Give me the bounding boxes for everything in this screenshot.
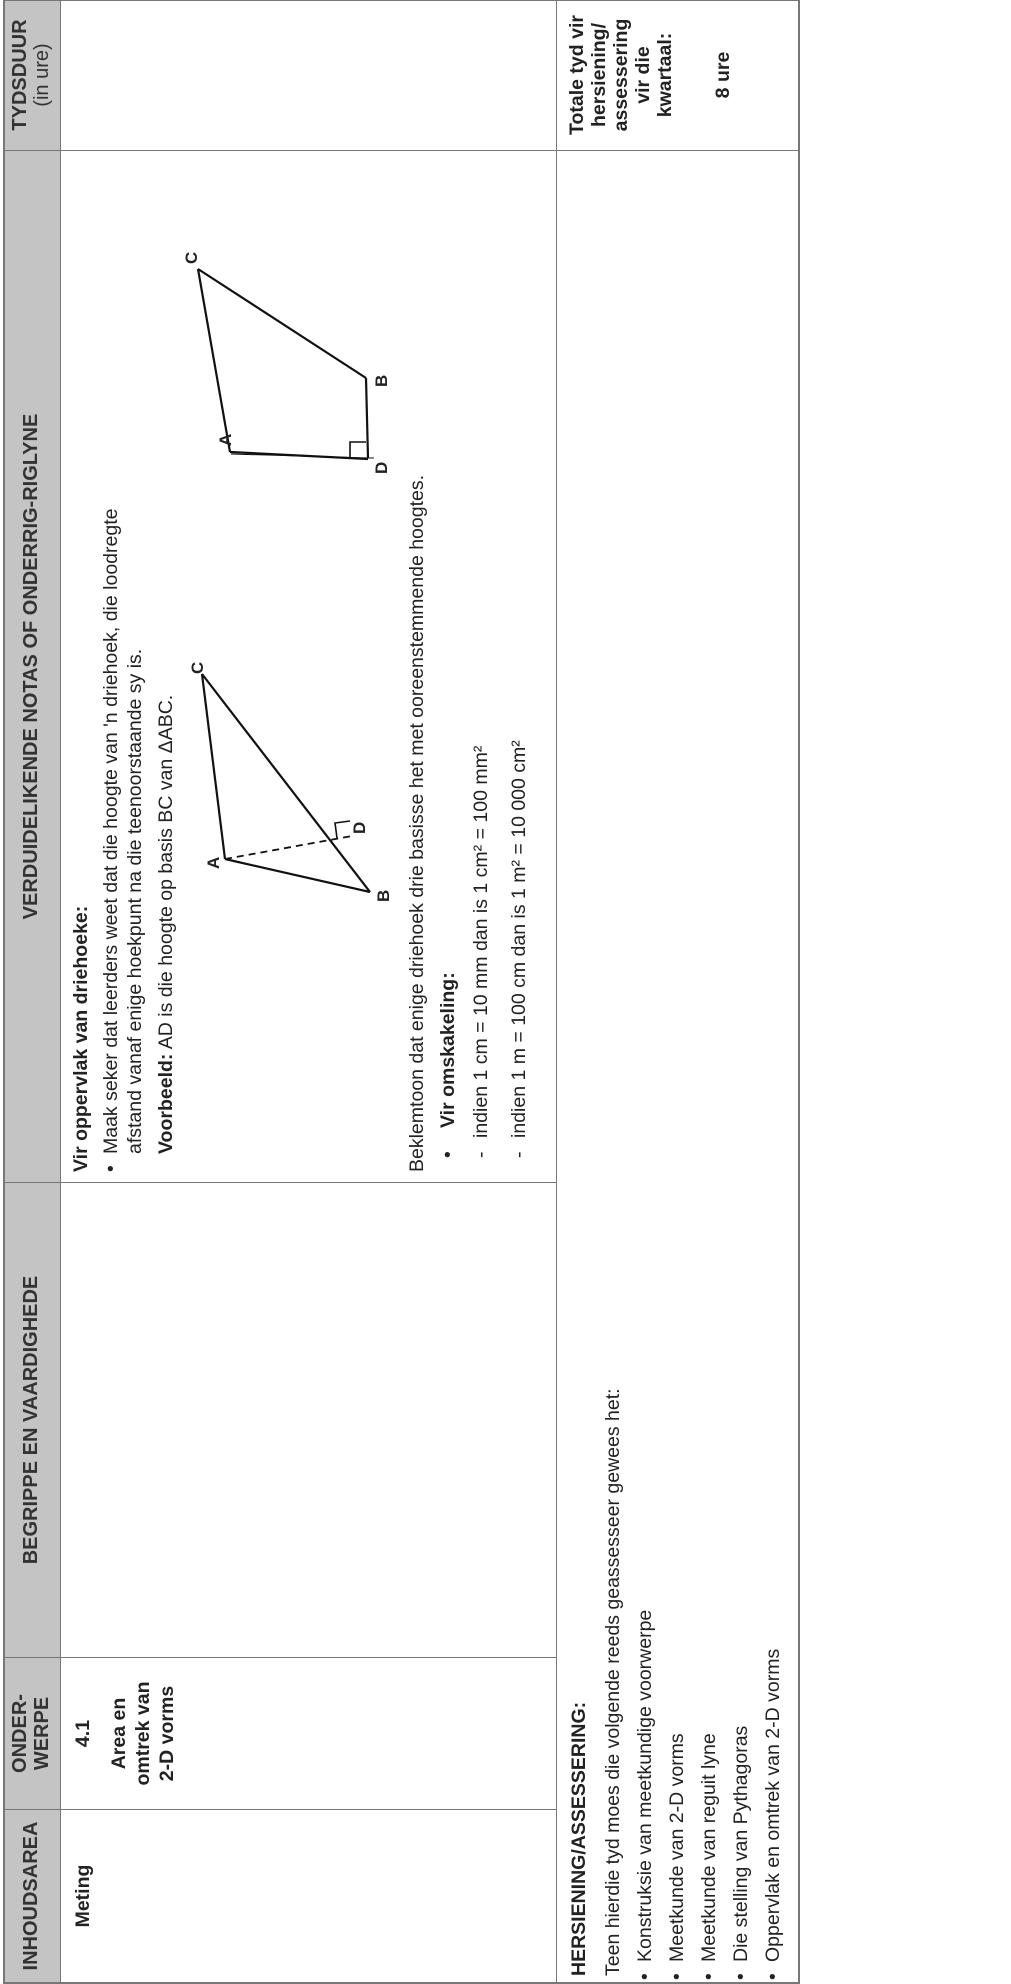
table-border-top <box>3 0 5 1984</box>
col-divider-4 <box>3 150 799 151</box>
fig2-label-d: D <box>372 461 391 474</box>
fig2-label-b: B <box>372 374 391 387</box>
review-item: • Die stelling van Pythagoras <box>728 1610 760 1984</box>
fig2-label-c: C <box>182 251 201 264</box>
header-divider <box>60 0 61 1984</box>
header-begrippe: BEGRIPPE EN VAARDIGHEDE <box>20 1275 42 1565</box>
fig1-label-d: D <box>350 821 369 834</box>
conversion-line-2: indien 1 m = 100 cm dan is 1 m² = 10 000 cm² <box>508 740 530 1138</box>
topic-line3: 2-D vorms <box>156 1685 178 1782</box>
col-divider-3 <box>3 1182 557 1183</box>
total-time-line2: hersiening/ <box>588 22 610 128</box>
conversion-bullet-marker: • <box>437 1151 459 1158</box>
example-label: Voorbeeld: <box>155 1053 177 1154</box>
table-border-bottom <box>798 0 800 1984</box>
header-notas: VERDUIDELIKENDE NOTAS OF ONDERRIG-RIGLYNE <box>20 413 42 920</box>
review-item: • Konstruksie van meetkundige voorwerpe <box>632 1610 664 1984</box>
fig1-side-ac <box>202 674 225 859</box>
notes-emphasise: Beklemtoon dat enige driehoek drie basisse het met ooreenstemmende hoogtes. <box>406 474 428 1172</box>
fig1-altitude-ad <box>225 836 352 859</box>
topic-number: 4.1 <box>72 1719 94 1748</box>
header-inhoudsarea: INHOUDSAREA <box>20 1821 42 1971</box>
review-item: • Meetkunde van 2-D vorms <box>664 1610 696 1984</box>
example-text: AD is die hoogte op basis BC van ΔABC. <box>155 694 177 1054</box>
notes-example <box>153 695 179 1154</box>
triangle-figure-2 <box>190 254 390 504</box>
conv1-dash: - <box>470 1151 492 1158</box>
total-time-line5: kwartaal: <box>654 32 676 118</box>
header-onderwerpe-line2: WERPE <box>31 1696 53 1771</box>
fig1-label-c: C <box>188 661 207 674</box>
review-intro: Teen hierdie tyd moes die volgende reeds geassesseer gewees het: <box>602 1388 624 1976</box>
review-heading: HERSIENING/ASSESSERING: <box>568 1701 590 1976</box>
review-list <box>632 1610 792 1984</box>
review-item: • Meetkunde van reguit lyne <box>696 1610 728 1984</box>
total-time-line4: vir die <box>632 46 654 104</box>
conversion-line-1: indien 1 cm = 10 mm dan is 1 cm² = 100 mm² <box>470 745 492 1138</box>
fig2-side-ac <box>198 269 230 452</box>
header-tydsduur-line1: TYDSDUUR <box>9 19 31 131</box>
fig1-label-b: B <box>374 889 393 902</box>
header-tydsduur-line2: (in ure) <box>31 43 53 107</box>
fig1-label-a: A <box>204 856 223 869</box>
row-divider <box>556 0 557 1984</box>
notes-heading: Vir oppervlak van driehoeke: <box>70 905 92 1172</box>
fig1-right-angle-mark <box>335 821 350 838</box>
topic-line2: omtrek van <box>132 1681 154 1786</box>
header-onderwerpe-line1: ONDER- <box>9 1694 31 1773</box>
fig2-extended-base <box>366 378 368 458</box>
fig2-label-a: A <box>216 433 235 446</box>
total-time-line1: Totale tyd vir <box>566 15 588 135</box>
notes-bullet-line1: Maak seker dat leerders weet dat die hoogte van 'n driehoek, die loodregte <box>100 508 122 1154</box>
total-hours: 8 ure <box>712 51 734 99</box>
conversion-heading: Vir omskakeling: <box>437 972 459 1128</box>
inhoudsarea-cell: Meting <box>72 1864 94 1928</box>
review-item: • Oppervlak en omtrek van 2-D vorms <box>760 1610 792 1984</box>
notes-bullet-line2: afstand vanaf enige hoekpunt na die teenoorstaande sy is. <box>124 648 146 1154</box>
total-time-line3: assessering <box>610 18 632 132</box>
fig2-side-cb <box>198 269 366 378</box>
table-border-right <box>3 0 799 1</box>
topic-line1: Area en <box>108 1697 130 1770</box>
conv2-dash: - <box>508 1151 530 1158</box>
notes-bullet-marker: • <box>100 1165 122 1172</box>
fig2-right-angle-mark <box>350 442 366 457</box>
